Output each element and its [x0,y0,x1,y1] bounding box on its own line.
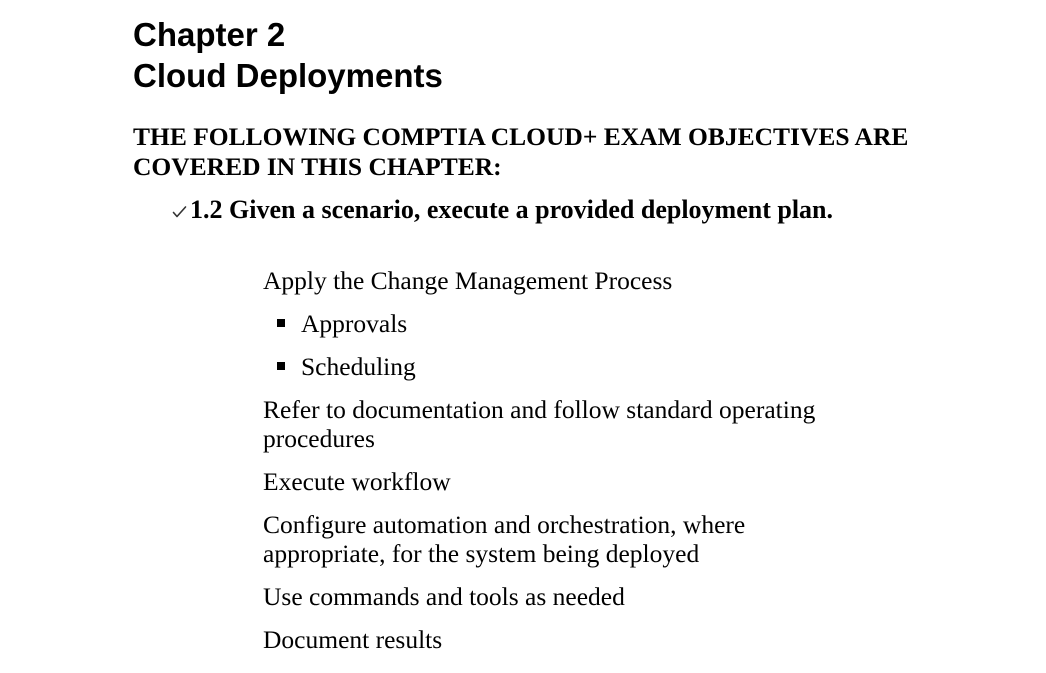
list-item: Refer to documentation and follow standard operating procedures [263,395,816,453]
objective-text: 1.2 Given a scenario, execute a provided deployment plan. [190,195,834,224]
objective-1-2 [172,195,932,225]
list-item [277,352,957,381]
square-bullet-icon [277,362,285,370]
objectives-intro: THE FOLLOWING COMPTIA CLOUD+ EXAM OBJECTIVES ARE COVERED IN THIS CHAPTER: [133,122,909,181]
list-item: Document results [263,625,443,654]
list-item: Apply the Change Management Process [263,266,673,295]
square-bullet-icon [277,319,285,327]
list-item: Configure automation and orchestration, where appropriate, for the system being deployed [263,510,746,568]
list-item [277,309,957,338]
checkmark-icon [172,205,187,219]
bullet-item-label: Scheduling [301,352,416,381]
chapter-number: Chapter 2 [133,16,286,53]
bullet-item-label: Approvals [301,309,408,338]
list-item: Use commands and tools as needed [263,582,625,611]
chapter-heading [133,14,443,96]
list-item: Execute workflow [263,467,451,496]
chapter-title: Cloud Deployments [133,57,443,94]
